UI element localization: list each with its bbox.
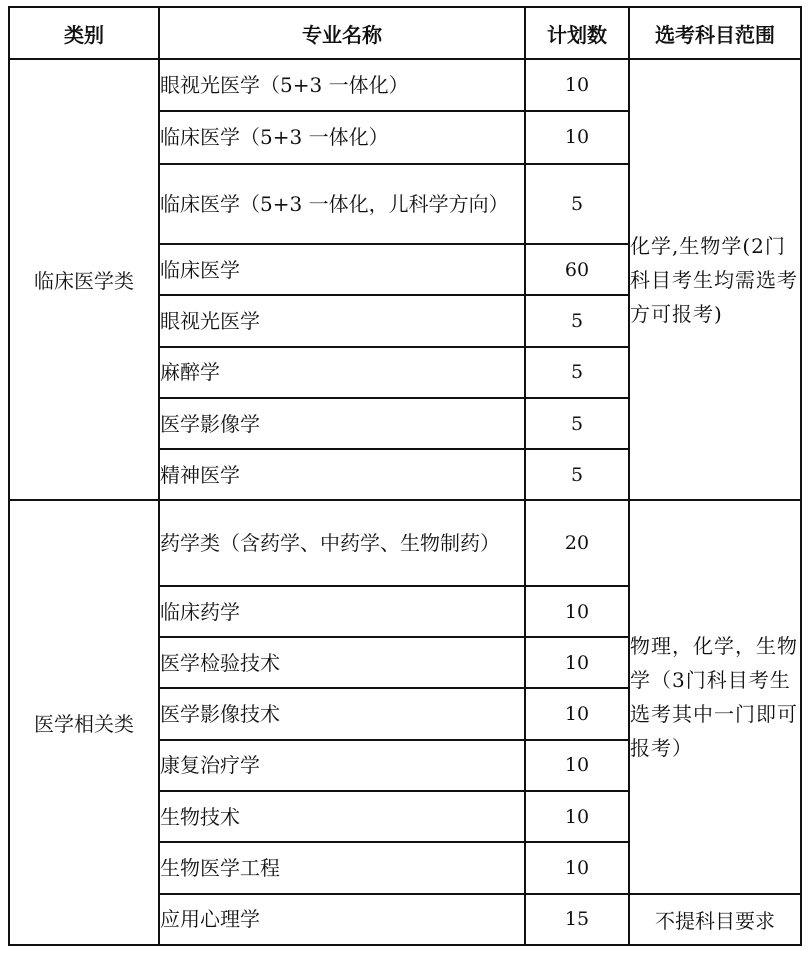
header-category: 类别 — [9, 7, 159, 59]
subjects-cell: 物理，化学，生物学（3门科目考生选考其中一门即可报考） — [629, 500, 801, 893]
plan-cell: 10 — [525, 586, 629, 637]
major-cell: 临床医学 — [159, 244, 525, 295]
major-cell: 应用心理学 — [159, 894, 525, 945]
header-subjects: 选考科目范围 — [629, 7, 801, 59]
major-cell: 医学影像技术 — [159, 688, 525, 739]
major-cell: 眼视光医学（5+3 一体化） — [159, 59, 525, 111]
plan-cell: 10 — [525, 842, 629, 893]
enrollment-plan-table — [8, 6, 802, 946]
category-cell: 医学相关类 — [9, 500, 159, 945]
plan-cell: 5 — [525, 398, 629, 449]
major-cell: 生物技术 — [159, 791, 525, 842]
major-cell: 康复治疗学 — [159, 740, 525, 791]
category-cell: 临床医学类 — [9, 59, 159, 500]
header-row — [9, 7, 801, 59]
plan-cell: 20 — [525, 500, 629, 585]
plan-cell: 15 — [525, 894, 629, 945]
subjects-cell: 不提科目要求 — [629, 894, 801, 945]
major-cell: 眼视光医学 — [159, 295, 525, 346]
table-row — [9, 500, 801, 585]
plan-cell: 10 — [525, 688, 629, 739]
major-cell: 药学类（含药学、中药学、生物制药） — [159, 500, 525, 585]
plan-cell: 10 — [525, 59, 629, 111]
plan-cell: 5 — [525, 164, 629, 244]
plan-cell: 5 — [525, 295, 629, 346]
plan-cell: 10 — [525, 637, 629, 688]
major-cell: 生物医学工程 — [159, 842, 525, 893]
plan-cell: 10 — [525, 740, 629, 791]
major-cell: 麻醉学 — [159, 347, 525, 398]
major-cell: 医学检验技术 — [159, 637, 525, 688]
plan-cell: 10 — [525, 791, 629, 842]
major-cell: 临床医学（5+3 一体化，儿科学方向） — [159, 164, 525, 244]
plan-cell: 5 — [525, 347, 629, 398]
major-cell: 临床医学（5+3 一体化） — [159, 111, 525, 163]
major-cell: 精神医学 — [159, 449, 525, 500]
plan-cell: 5 — [525, 449, 629, 500]
table-row — [9, 59, 801, 111]
plan-cell: 10 — [525, 111, 629, 163]
major-cell: 医学影像学 — [159, 398, 525, 449]
subjects-cell: 化学,生物学(2门科目考生均需选考方可报考) — [629, 59, 801, 500]
plan-cell: 60 — [525, 244, 629, 295]
major-cell: 临床药学 — [159, 586, 525, 637]
header-major: 专业名称 — [159, 7, 525, 59]
header-plan: 计划数 — [525, 7, 629, 59]
